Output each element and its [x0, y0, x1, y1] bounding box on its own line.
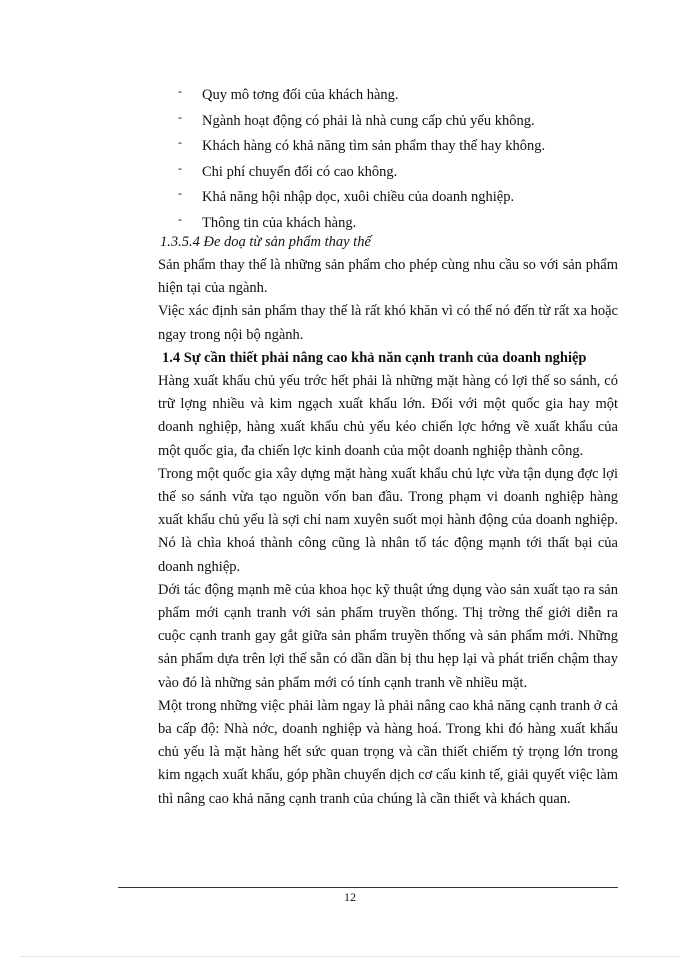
- section-title: 1.4 Sự cần thiết phải nâng cao khả năn cạnh tranh của doanh nghiệp: [162, 349, 587, 366]
- bullet-marker: -: [178, 109, 182, 124]
- bullet-marker: -: [178, 160, 182, 175]
- paragraph: Trong một quốc gia xây dựng mặt hàng xuất khẩu chủ lực vừa tận dụng đợc lợi thế so sánh vừa tạo nguồn vốn ban đầu. Trong phạm vi doanh nghiệp hàng xuất khẩu chủ yếu là sợi chỉ nam xuyên suốt mọi hành động của doanh nghiệp. Nó là chìa khoá thành công cũng là nhân tố tác động mạnh tới thất bại của doanh nghiệp.: [158, 465, 618, 575]
- paragraph: Việc xác định sản phẩm thay thế là rất khó khăn vì có thể nó đến từ rất xa hoặc ngay trong nội bộ ngành.: [158, 303, 618, 343]
- criteria-list: [172, 83, 545, 236]
- subsection-title: 1.3.5.4 Đe doạ từ sản phẩm thay thế: [160, 234, 371, 250]
- list-item: - Quy mô tơng đối của khách hàng.: [172, 83, 545, 109]
- bullet-marker: -: [178, 186, 182, 200]
- bullet-marker: -: [178, 211, 182, 226]
- bullet-marker: -: [178, 135, 182, 149]
- list-item: - Khách hàng có khả năng tìm sản phẩm thay thế hay không.: [172, 134, 545, 160]
- paragraph: Sản phẩm thay thế là những sản phẩm cho phép cùng nhu cầu so với sản phẩm hiện tại của ngành.: [158, 257, 618, 297]
- body-text: [158, 230, 618, 811]
- list-item: - Chi phí chuyển đổi có cao không.: [172, 160, 545, 186]
- page-number: 12: [344, 890, 356, 904]
- paragraph: Hàng xuất khẩu chủ yếu trớc hết phải là những mặt hàng có lợi thế so sánh, có trữ lợng nhiều và kim ngạch xuất khẩu lớn. Đối với một quốc gia hay một doanh nghiệp, hàng xuất khẩu chủ yếu kéo chiến lợc hớng về xuất khẩu của một quốc gia, đa chiến lợc kinh doanh của một doanh nghiệp thành công.: [158, 373, 618, 459]
- paragraph: Một trong những việc phải làm ngay là phải nâng cao khả năng cạnh tranh ở cả ba cấp độ: Nhà nớc, doanh nghiệp và hàng hoá. Trong khi đó hàng xuất khẩu chủ yếu là mặt hàng hết sức quan trọng và cần thiết chiếm tỷ trọng lớn trong kim ngạch xuất khẩu, góp phần chuyển dịch cơ cấu kinh tế, giải quyết việc làm thì nâng cao khả năng cạnh tranh của chúng là cần thiết và khách quan.: [158, 697, 618, 807]
- list-item: - Ngành hoạt động có phải là nhà cung cấp chủ yếu không.: [172, 109, 545, 135]
- page-edge-divider: [20, 956, 680, 957]
- list-item: - Thông tin của khách hàng.: [172, 211, 545, 237]
- paragraph: Dới tác động mạnh mẽ của khoa học kỹ thuật ứng dụng vào sản xuất tạo ra sản phẩm mới cạnh tranh với sản phẩm truyền thống. Thị trờng thế giới diễn ra cuộc cạnh tranh gay gắt giữa sản phẩm truyền thống và sản phẩm mới. Những sản phẩm dựa trên lợi thế sẵn có dần dần bị thu hẹp lại và phát triển chậm thay vào đó là những sản phẩm mới có tính cạnh tranh về nhiều mặt.: [158, 581, 618, 691]
- bullet-marker: -: [178, 84, 182, 98]
- list-item: - Khả năng hội nhập dọc, xuôi chiều của doanh nghiệp.: [172, 185, 545, 211]
